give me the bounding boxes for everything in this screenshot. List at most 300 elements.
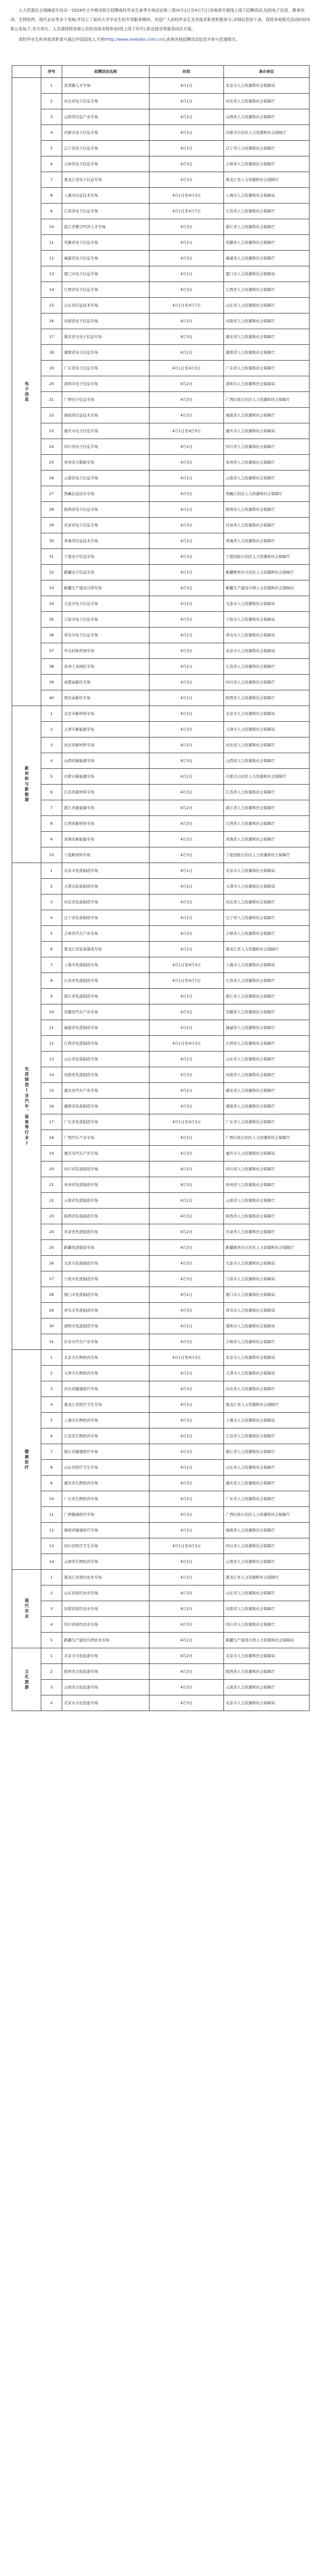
row-index-cell: 24 (41, 439, 62, 455)
row-index-cell: 10 (41, 1004, 62, 1020)
event-name-cell: 北京市先进制造专场 (62, 863, 150, 879)
event-name-cell: 山东省医疗卫生专场 (62, 1460, 150, 1476)
event-name-cell: 新疆生产建设兵团农业专场 (62, 1633, 150, 1648)
row-index-cell: 3 (41, 1680, 62, 1695)
event-name-cell: 山东省信息技术专场 (62, 298, 150, 313)
row-index-cell: 5 (41, 1633, 62, 1648)
row-index-cell: 5 (41, 769, 62, 785)
table-row (12, 392, 310, 408)
table-row (12, 942, 310, 957)
table-row (12, 847, 310, 863)
organizer-cell: 山东省人力资源和社会保障厅 (224, 1460, 310, 1476)
event-time-cell: 4月3日 (150, 1067, 224, 1083)
row-index-cell: 5 (41, 926, 62, 942)
organizer-cell: 宁夏回族自治区人力资源和社会保障厅 (224, 549, 310, 565)
table-row (12, 533, 310, 549)
table-row (12, 329, 310, 345)
event-time-cell: 4月3日 (150, 455, 224, 471)
event-name-cell: 京津冀人才专场 (62, 78, 150, 94)
organizer-cell: 湖南省人力资源和社会保障厅 (224, 1099, 310, 1114)
organizer-cell: 新疆维吾尔自治区人力资源和社会保障厅 (224, 1240, 310, 1256)
table-row (12, 926, 310, 942)
event-time-cell: 4月3日 (150, 486, 224, 502)
table-row (12, 345, 310, 361)
table-row (12, 596, 310, 612)
event-time-cell: 4月3日 (150, 675, 224, 690)
table-row (12, 188, 310, 204)
event-time-cell: 4月3日 (150, 1695, 224, 1711)
table-row (12, 1381, 310, 1397)
table-row (12, 439, 310, 455)
table-row (12, 502, 310, 518)
event-time-cell: 4月2日 (150, 1460, 224, 1476)
organizer-cell: 贵州省人力资源和社会保障厅 (224, 1177, 310, 1193)
organizer-cell: 辽宁省人力资源和社会保障厅 (224, 910, 310, 926)
header-event-name: 招聘活动名称 (62, 66, 150, 78)
event-time-cell: 4月3日 (150, 1334, 224, 1350)
event-name-cell: 新疆先进制造专场 (62, 1240, 150, 1256)
event-name-cell: 新疆生产建设兵团专场 (62, 580, 150, 596)
row-index-cell: 1 (41, 706, 62, 722)
event-time-cell: 4月3日 (150, 1664, 224, 1680)
table-row (12, 1271, 310, 1287)
organizer-cell: 北京市人力资源和社会保障局 (224, 1350, 310, 1366)
event-time-cell: 4月3日 (150, 329, 224, 345)
row-index-cell: 11 (41, 1020, 62, 1036)
table-row (12, 1413, 310, 1428)
event-name-cell: 吉林省汽车产业专场 (62, 926, 150, 942)
organizer-cell: 上海市人力资源和社会保障局 (224, 957, 310, 973)
table-row (12, 1523, 310, 1538)
organizer-cell: 四川省人力资源和社会保障厅 (224, 675, 310, 690)
table-row (12, 235, 310, 251)
event-name-cell: 重庆市汽车产业专场 (62, 1146, 150, 1161)
organizer-cell: 湖北省人力资源和社会保障厅 (224, 1083, 310, 1099)
row-index-cell: 1 (41, 863, 62, 879)
event-time-cell: 4月1日至4月7日 (150, 204, 224, 219)
event-name-cell: 贵州省先进制造专场 (62, 1177, 150, 1193)
event-time-cell: 4月3日 (150, 1476, 224, 1491)
category-cell (12, 1648, 41, 1711)
category-label: 先进制造(含汽车、装备等行业) (24, 1066, 29, 1146)
row-index-cell: 13 (41, 1052, 62, 1067)
event-time-cell: 4月2日 (150, 109, 224, 125)
table-row (12, 471, 310, 486)
row-index-cell: 6 (41, 156, 62, 172)
row-index-cell: 6 (41, 785, 62, 800)
event-name-cell: 内蒙古新能源专场 (62, 769, 150, 785)
organizer-cell: 宁波市人力资源和社会保障局 (224, 1271, 310, 1287)
table-row (12, 1177, 310, 1193)
event-name-cell: 湖南省装备制造专场 (62, 1099, 150, 1114)
event-name-cell: 山西省新能源专场 (62, 753, 150, 769)
event-time-cell: 4月3日 (150, 1177, 224, 1193)
table-row (12, 989, 310, 1004)
event-name-cell: 厦门市电子信息专场 (62, 266, 150, 282)
organizer-cell: 上海市人力资源和社会保障局 (224, 188, 310, 204)
organizer-cell: 新疆维吾尔自治区人力资源和社会保障厅 (224, 565, 310, 580)
event-name-cell: 河南省先进制造专场 (62, 1067, 150, 1083)
event-time-cell: 4月3日 (150, 1146, 224, 1161)
event-time-cell: 4月3日 (150, 926, 224, 942)
event-time-cell: 4月2日 (150, 1570, 224, 1585)
intro-p2-suffix: ),查询各地招聘活动信息并参与投递简历。 (163, 37, 240, 42)
organizer-cell: 广东省人力资源和社会保障厅 (224, 1491, 310, 1507)
row-index-cell: 26 (41, 1256, 62, 1271)
row-index-cell: 16 (41, 313, 62, 329)
row-index-cell: 12 (41, 251, 62, 266)
event-name-cell: 广西汽车产业专场 (62, 1130, 150, 1146)
organizer-cell: 宁波市人力资源和社会保障局 (224, 612, 310, 628)
table-row (12, 565, 310, 580)
event-name-cell: 辽宁省电子信息专场 (62, 141, 150, 156)
row-index-cell: 10 (41, 219, 62, 235)
event-time-cell: 4月1日 (150, 94, 224, 109)
event-time-cell: 4月2日 (150, 1601, 224, 1617)
event-name-cell: 西藏信息技术专场 (62, 486, 150, 502)
event-name-cell: 宁波市先进制造专场 (62, 1271, 150, 1287)
row-index-cell: 2 (41, 1664, 62, 1680)
event-time-cell: 4月3日 (150, 753, 224, 769)
event-name-cell: 海南省健康医疗专场 (62, 1523, 150, 1538)
table-row (12, 675, 310, 690)
row-index-cell: 7 (41, 1444, 62, 1460)
table-row (12, 722, 310, 737)
table-row (12, 1648, 310, 1664)
row-index-cell: 17 (41, 329, 62, 345)
event-time-cell: 4月3日 (150, 1381, 224, 1397)
row-index-cell: 2 (41, 94, 62, 109)
row-index-cell: 21 (41, 392, 62, 408)
row-index-cell: 22 (41, 408, 62, 423)
organizer-cell: 四川省人力资源和社会保障厅 (224, 1161, 310, 1177)
row-index-cell: 4 (41, 1397, 62, 1413)
table-row (12, 1633, 310, 1648)
event-time-cell: 4月2日 (150, 125, 224, 141)
table-row (12, 612, 310, 628)
table-row (12, 1554, 310, 1570)
table-row (12, 408, 310, 423)
row-index-cell: 8 (41, 816, 62, 832)
table-row (12, 800, 310, 816)
table-row (12, 313, 310, 329)
event-name-cell: 广东省电子信息专场 (62, 361, 150, 376)
event-name-cell: 吉林省电子信息专场 (62, 156, 150, 172)
row-index-cell: 4 (41, 910, 62, 926)
table-row (12, 973, 310, 989)
row-index-cell: 39 (41, 675, 62, 690)
header-index: 序号 (41, 66, 62, 78)
table-row (12, 376, 310, 392)
category-cell (12, 78, 41, 706)
event-name-cell: 黑龙江省医疗卫生专场 (62, 1397, 150, 1413)
organizer-cell: 上海市人力资源和社会保障局 (224, 1413, 310, 1428)
event-name-cell: 云南省生物医药专场 (62, 1554, 150, 1570)
event-time-cell: 4月3日 (150, 580, 224, 596)
event-time-cell: 4月2日 (150, 1366, 224, 1381)
table-row (12, 1004, 310, 1020)
event-time-cell: 4月1日至4月3日 (150, 1036, 224, 1052)
event-name-cell: 云南省先进制造专场 (62, 1193, 150, 1209)
organizer-cell: 湖北省人力资源和社会保障厅 (224, 329, 310, 345)
event-time-cell: 4月2日 (150, 628, 224, 643)
event-name-cell: 湖北省生物医药专场 (62, 1476, 150, 1491)
table-row (12, 1099, 310, 1114)
row-index-cell: 30 (41, 1319, 62, 1334)
row-index-cell: 31 (41, 1334, 62, 1350)
event-name-cell: 湖北省光电子信息专场 (62, 329, 150, 345)
row-index-cell: 10 (41, 1491, 62, 1507)
event-time-cell: 4月1日至4月3日 (150, 1114, 224, 1130)
table-row (12, 1444, 310, 1460)
organizer-cell: 广东省人力资源和社会保障厅 (224, 361, 310, 376)
event-name-cell: 湖北省汽车产业专场 (62, 1083, 150, 1099)
event-time-cell: 4月3日 (150, 1585, 224, 1601)
event-name-cell: 云南省电子信息专场 (62, 471, 150, 486)
organizer-cell: 河北省人力资源和社会保障厅 (224, 737, 310, 753)
event-name-cell: 安徽省汽车产业专场 (62, 1004, 150, 1020)
organizer-cell: 宁夏回族自治区人力资源和社会保障厅 (224, 847, 310, 863)
row-index-cell: 1 (41, 78, 62, 94)
event-name-cell: 山西省信息产业专场 (62, 109, 150, 125)
event-time-cell: 4月3日 (150, 1004, 224, 1020)
table-row (12, 1020, 310, 1036)
event-time-cell: 4月3日 (150, 847, 224, 863)
table-row (12, 1083, 310, 1099)
event-name-cell: 内蒙古电子信息专场 (62, 125, 150, 141)
event-name-cell: 西安高新区专场 (62, 690, 150, 706)
organizer-cell: 江苏省人力资源和社会保障厅 (224, 973, 310, 989)
event-time-cell: 4月1日 (150, 863, 224, 879)
event-name-cell: 深圳市先进制造专场 (62, 1319, 150, 1334)
event-name-cell: 天津市新能源专场 (62, 722, 150, 737)
table-row (12, 1491, 310, 1507)
event-time-cell: 4月1日至4月3日 (150, 1350, 224, 1366)
event-time-cell: 4月2日 (150, 471, 224, 486)
event-time-cell: 4月2日 (150, 1193, 224, 1209)
organizer-cell: 黑龙江省人力资源和社会保障厅 (224, 1397, 310, 1413)
event-time-cell: 4月2日 (150, 1648, 224, 1664)
event-time-cell: 4月2日 (150, 235, 224, 251)
organizer-cell: 云南省人力资源和社会保障厅 (224, 1554, 310, 1570)
table-row (12, 1695, 310, 1711)
table-row (12, 879, 310, 895)
table-row (12, 1052, 310, 1067)
row-index-cell: 18 (41, 345, 62, 361)
event-name-cell: 江苏省生物医药专场 (62, 1428, 150, 1444)
row-index-cell: 37 (41, 643, 62, 659)
event-name-cell: 广东省先进制造专场 (62, 1114, 150, 1130)
organizer-cell: 安徽省人力资源和社会保障厅 (224, 1004, 310, 1020)
event-name-cell: 大连市电子信息专场 (62, 596, 150, 612)
event-time-cell: 4月3日 (150, 816, 224, 832)
event-time-cell: 4月3日 (150, 1099, 224, 1114)
event-time-cell: 4月3日 (150, 1240, 224, 1256)
event-time-cell: 4月2日 (150, 1256, 224, 1271)
event-name-cell: 陕西省电子信息专场 (62, 502, 150, 518)
table-row (12, 1680, 310, 1695)
table-row (12, 1601, 310, 1617)
table-row (12, 1319, 310, 1334)
organizer-cell: 海南省人力资源和社会保障厅 (224, 408, 310, 423)
row-index-cell: 7 (41, 957, 62, 973)
row-index-cell: 15 (41, 1083, 62, 1099)
event-name-cell: 北京市生物医药专场 (62, 1350, 150, 1366)
row-index-cell: 6 (41, 1428, 62, 1444)
table-row (12, 219, 310, 235)
event-time-cell: 4月3日 (150, 392, 224, 408)
event-time-cell: 4月3日 (150, 518, 224, 533)
organizer-cell: 天津市人力资源和社会保障局 (224, 722, 310, 737)
event-name-cell: 四川省医疗卫生专场 (62, 1538, 150, 1554)
event-name-cell: 厦门市先进制造专场 (62, 1287, 150, 1303)
organizer-cell: 黑龙江省人力资源和社会保障厅 (224, 172, 310, 188)
organizer-cell: 广西壮族自治区人力资源和社会保障厅 (224, 392, 310, 408)
row-index-cell: 12 (41, 1523, 62, 1538)
organizer-cell: 贵州省人力资源和社会保障厅 (224, 455, 310, 471)
event-name-cell: 黑龙江省现代农业专场 (62, 1570, 150, 1585)
event-name-cell: 青海省信息技术专场 (62, 533, 150, 549)
event-time-cell: 4月2日 (150, 313, 224, 329)
table-row (12, 816, 310, 832)
organizer-cell: 山东省人力资源和社会保障厅 (224, 1585, 310, 1601)
table-row (12, 1036, 310, 1052)
event-name-cell: 江苏省新材料专场 (62, 785, 150, 800)
events-table (12, 65, 310, 1711)
row-index-cell: 1 (41, 1350, 62, 1366)
event-time-cell: 4月2日 (150, 596, 224, 612)
organizer-cell: 厦门市人力资源和社会保障局 (224, 1287, 310, 1303)
row-index-cell: 14 (41, 1554, 62, 1570)
event-time-cell: 4月3日 (150, 785, 224, 800)
event-time-cell: 4月2日 (150, 1523, 224, 1538)
event-time-cell: 4月2日 (150, 769, 224, 785)
event-time-cell: 4月1日至4月3日 (150, 188, 224, 204)
event-time-cell: 4月3日 (150, 549, 224, 565)
row-index-cell: 35 (41, 612, 62, 628)
table-row (12, 1209, 310, 1224)
row-index-cell: 4 (41, 753, 62, 769)
organizer-cell: 云南省人力资源和社会保障厅 (224, 1680, 310, 1695)
header-time: 时间 (150, 66, 224, 78)
event-name-cell: 天津市生物医药专场 (62, 1366, 150, 1381)
table-row (12, 628, 310, 643)
event-name-cell: 宁夏新材料专场 (62, 847, 150, 863)
category-cell (12, 1350, 41, 1570)
row-index-cell: 4 (41, 125, 62, 141)
event-time-cell: 4月2日 (150, 706, 224, 722)
event-time-cell: 4月2日 (150, 1020, 224, 1036)
organizer-cell: 湖南省人力资源和社会保障厅 (224, 345, 310, 361)
organizer-cell: 黑龙江省人力资源和社会保障厅 (224, 942, 310, 957)
table-row (12, 1428, 310, 1444)
table-row (12, 1256, 310, 1271)
table-row (12, 109, 310, 125)
event-time-cell: 4月3日 (150, 722, 224, 737)
category-label: 新材料与新能源 (24, 766, 29, 803)
organizer-cell: 青海省人力资源和社会保障厅 (224, 533, 310, 549)
organizer-cell: 天津市人力资源和社会保障局 (224, 879, 310, 895)
organizer-cell: 江苏省人力资源和社会保障厅 (224, 204, 310, 219)
event-time-cell: 4月2日 (150, 659, 224, 675)
organizer-cell: 河南省人力资源和社会保障厅 (224, 313, 310, 329)
event-time-cell: 4月2日 (150, 1680, 224, 1695)
organizer-cell: 辽宁省人力资源和社会保障厅 (224, 141, 310, 156)
category-label: 现代农业 (24, 1598, 29, 1619)
event-time-cell: 4月3日 (150, 612, 224, 628)
row-index-cell: 1 (41, 1570, 62, 1585)
category-cell (12, 1570, 41, 1648)
organizer-cell: 河南省人力资源和社会保障厅 (224, 1601, 310, 1617)
organizer-cell: 江苏省人力资源和社会保障厅 (224, 785, 310, 800)
table-header-row (12, 66, 310, 78)
event-time-cell: 4月3日 (150, 895, 224, 910)
table-row (12, 910, 310, 926)
table-row (12, 1303, 310, 1319)
organizer-cell: 云南省人力资源和社会保障厅 (224, 1193, 310, 1209)
row-index-cell: 5 (41, 141, 62, 156)
row-index-cell: 11 (41, 235, 62, 251)
table-row (12, 863, 310, 879)
row-index-cell: 3 (41, 1381, 62, 1397)
table-row (12, 1287, 310, 1303)
organizer-cell: 陕西省人力资源和社会保障厅 (224, 1664, 310, 1680)
table-row (12, 172, 310, 188)
organizer-cell: 广西壮族自治区人力资源和社会保障厅 (224, 1130, 310, 1146)
table-row (12, 282, 310, 298)
event-time-cell: 4月2日 (150, 1428, 224, 1444)
row-index-cell: 14 (41, 282, 62, 298)
organizer-cell: 北京市人力资源和社会保障局 (224, 863, 310, 879)
table-row (12, 957, 310, 973)
row-index-cell: 15 (41, 298, 62, 313)
intro-p2-prefix: 高校毕业生和其他求职者可通过中国国家人才网( (19, 37, 106, 42)
row-index-cell: 28 (41, 1287, 62, 1303)
row-index-cell: 9 (41, 832, 62, 847)
table-row (12, 298, 310, 313)
organizer-cell: 山西省人力资源和社会保障厅 (224, 109, 310, 125)
row-index-cell: 28 (41, 502, 62, 518)
intro-paragraph-1: 人力资源社会保障部专技司一2024年大中城市联合招聘高校毕业生春季专场活动第三周(4月1日至4月7日)各地将开展线上线下招聘活动,包括电子信息、教育培训、生物医药、现代农业等多个领域,并设立了面向大学毕业生的专项服务模块。欢迎广大高校毕业生及其他求职者积极参与,详细信息如下表。现将各地相关活动时间安排公布如下,有关单位、人员请按照各地公告的具体安排参加(线上线下均可),职业指导等服务同步开展。 (10, 8, 311, 31)
event-time-cell: 4月2日 (150, 408, 224, 423)
row-index-cell: 2 (41, 1585, 62, 1601)
category-label: 文化旅游 (24, 1669, 29, 1690)
row-index-cell: 7 (41, 172, 62, 188)
event-name-cell: 大连市装备制造专场 (62, 1256, 150, 1271)
table-row (12, 251, 310, 266)
event-name-cell: 河北省健康医疗专场 (62, 1381, 150, 1397)
organizer-cell: 河北省人力资源和社会保障厅 (224, 895, 310, 910)
table-row (12, 1067, 310, 1083)
organizer-cell: 江西省人力资源和社会保障厅 (224, 1036, 310, 1052)
row-index-cell: 18 (41, 1130, 62, 1146)
row-index-cell: 12 (41, 1036, 62, 1052)
event-name-cell: 海南省信息技术专场 (62, 408, 150, 423)
organizer-cell: 浙江省人力资源和社会保障厅 (224, 989, 310, 1004)
event-time-cell: 4月2日 (150, 1491, 224, 1507)
event-name-cell: 江苏省先进制造专场 (62, 973, 150, 989)
organizer-cell: 甘肃省人力资源和社会保障厅 (224, 518, 310, 533)
event-time-cell: 4月1日至4月3日 (150, 957, 224, 973)
event-name-cell: 河北省装备制造专场 (62, 895, 150, 910)
row-index-cell: 4 (41, 1695, 62, 1711)
organizer-cell: 山西省人力资源和社会保障厅 (224, 753, 310, 769)
event-name-cell: 青岛市电子信息专场 (62, 628, 150, 643)
row-index-cell: 21 (41, 1177, 62, 1193)
row-index-cell: 2 (41, 722, 62, 737)
website-link[interactable]: http://www.newjobs.com.cn/ (105, 37, 163, 42)
event-time-cell: 4月3日 (150, 1507, 224, 1523)
